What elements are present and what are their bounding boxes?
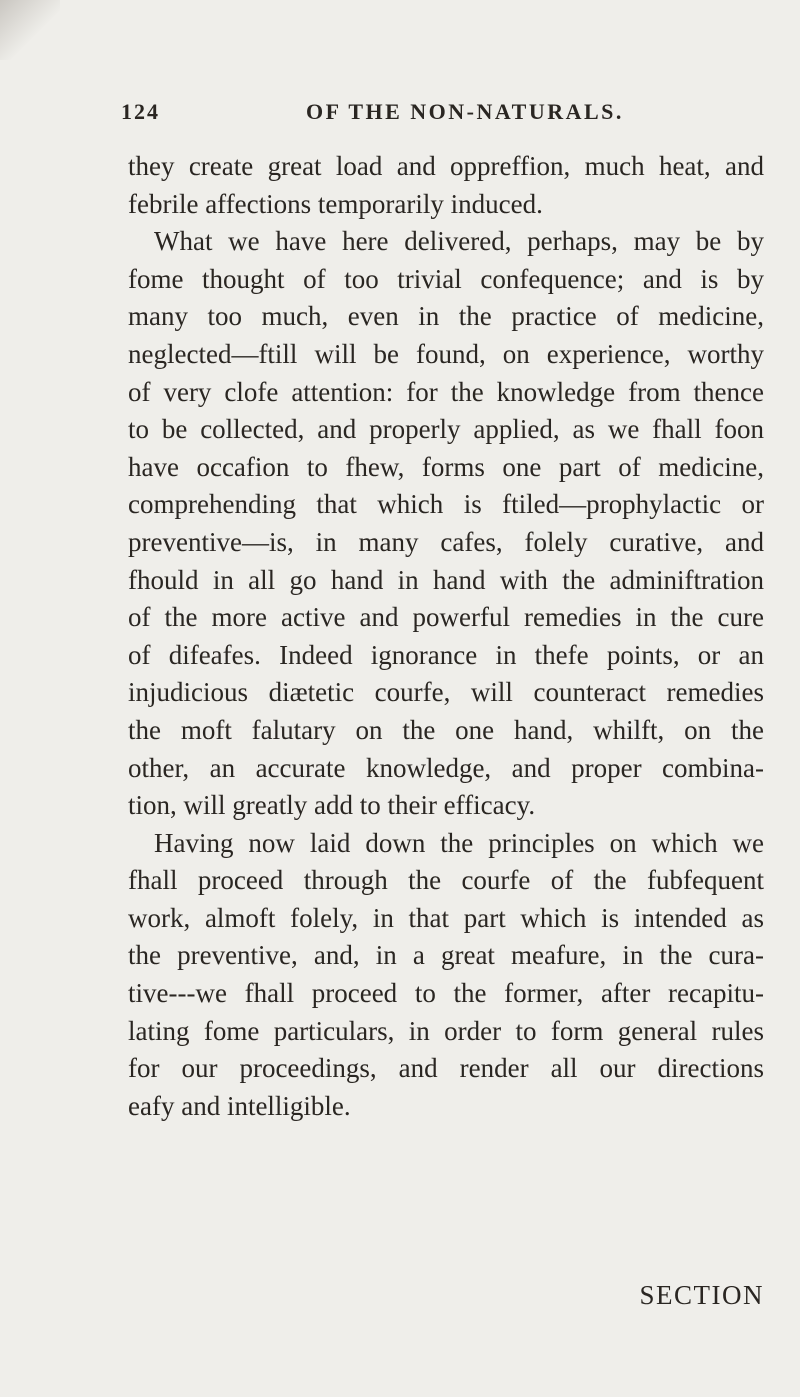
text-line: eafy and intelligible.: [128, 1090, 351, 1121]
text-line: Having now laid down the principles on which we: [154, 827, 764, 858]
body-text: [128, 148, 764, 1125]
text-line: to be collected, and properly applied, as we fhall foon: [128, 414, 764, 445]
text-line: for our proceedings, and render all our directions: [128, 1053, 764, 1084]
text-line: the moft falutary on the one hand, whilft, on the: [128, 714, 764, 745]
text-line: fhould in all go hand in hand with the adminiftration: [128, 564, 764, 595]
text-line: of the more active and powerful remedies in the cure: [128, 602, 764, 633]
page-header: [121, 99, 681, 129]
text-line: febrile affections temporarily induced.: [128, 188, 543, 219]
text-line: have occafion to fhew, forms one part of medicine,: [128, 451, 764, 482]
running-head: OF THE NON-NATURALS.: [306, 99, 624, 124]
text-line: other, an accurate knowledge, and proper combina-: [128, 752, 764, 783]
text-line: tion, will greatly add to their efficacy.: [128, 790, 536, 821]
text-line: of very clofe attention: for the knowledge from thence: [128, 376, 764, 407]
text-line: of difeafes. Indeed ignorance in thefe points, or an: [128, 639, 764, 670]
page-number: 124: [121, 99, 160, 124]
text-line: lating fome particulars, in order to form general rules: [128, 1015, 764, 1046]
text-line: many too much, even in the practice of medicine,: [128, 301, 764, 332]
text-line: fhall proceed through the courfe of the fubfequent: [128, 865, 764, 896]
text-line: preventive—is, in many cafes, folely curative, and: [128, 526, 764, 557]
text-line: tive---we fhall proceed to the former, after recapitu-: [128, 978, 764, 1009]
text-line: What we have here delivered, perhaps, may be by: [154, 226, 764, 257]
text-line: the preventive, and, in a great meafure, in the cura-: [128, 940, 764, 971]
text-line: they create great load and oppreffion, much heat, and: [128, 151, 764, 181]
page-edge-shadow: [0, 0, 60, 60]
text-line: injudicious diætetic courfe, will counteract remedies: [128, 677, 764, 708]
text-line: work, almoft folely, in that part which is intended as: [128, 902, 764, 933]
text-line: comprehending that which is ftiled—prophylactic or: [128, 489, 764, 520]
text-line: neglected—ftill will be found, on experience, worthy: [128, 338, 764, 369]
catchword: SECTION: [639, 1280, 764, 1310]
text-line: fome thought of too trivial confequence; and is by: [128, 263, 764, 294]
